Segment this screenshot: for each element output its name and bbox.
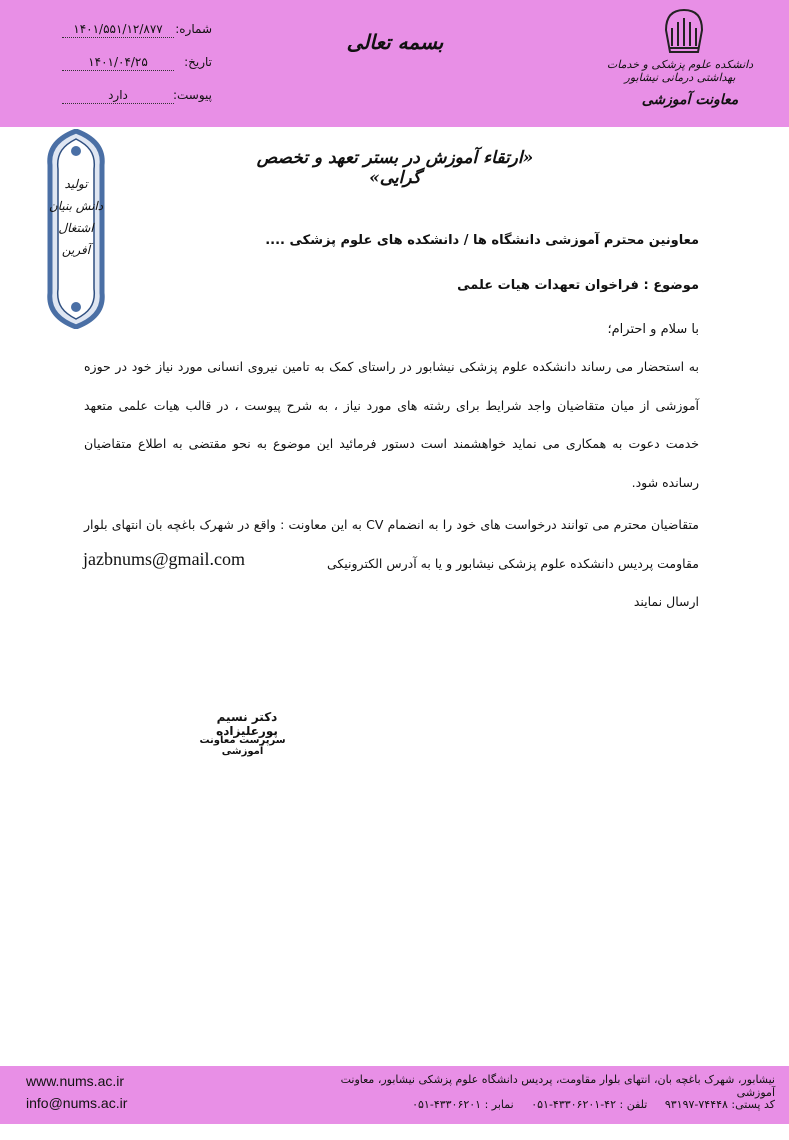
meta-number-label: شماره: — [175, 22, 212, 36]
footer-email-link[interactable]: info@nums.ac.ir — [26, 1095, 128, 1111]
greeting: با سلام و احترام؛ — [607, 322, 699, 337]
addressee: معاونین محترم آموزشی دانشگاه ها / دانشکده های علوم پزشکی .... — [265, 233, 699, 248]
meta-attachment-row — [62, 88, 212, 121]
body-paragraph-text: متقاضیان محترم می توانند درخواست های خود را به انضمام CV به این معاونت : واقع در شهرک باغچه بان انتهای بلوار مقاومت پردیس دانشکده علوم پزشکی نیشابور و یا به آدرس الکترونیکی — [84, 517, 699, 571]
signer-name: دکتر نسیم پورعلیزاده — [216, 710, 278, 738]
signer-title: سرپرست معاونت آموزشی — [199, 735, 286, 757]
subject-line: موضوع : فراخوان تعهدات هیات علمی — [457, 278, 699, 293]
meta-number-value: ۱۴۰۱/۵۵۱/۱۲/۸۷۷ — [62, 22, 174, 38]
slogan: «ارتقاء آموزش در بستر تعهد و تخصص گرایی» — [256, 148, 534, 188]
department-name: معاونت آموزشی — [641, 92, 739, 108]
frame-motto-line: دانش بنیان — [48, 199, 104, 213]
frame-motto-line: اشتغال آفرین — [58, 221, 94, 257]
meta-attachment-label: پیوست: — [172, 88, 212, 102]
meta-date-label: تاریخ: — [184, 55, 212, 69]
meta-date-row — [62, 55, 212, 88]
meta-attachment-value: دارد — [62, 88, 174, 104]
meta-date-value: ۱۴۰۱/۰۴/۲۵ — [62, 55, 174, 71]
basmala: بسمه تعالی — [346, 30, 444, 54]
footer-fax: نمابر : ۴۳۳۰۶۲۰۱-۰۵۱ — [412, 1098, 514, 1111]
footer-phone: تلفن : ۴۲-۴۳۳۰۶۲۰۱-۰۵۱ — [531, 1098, 648, 1111]
meta-number-row — [62, 22, 212, 55]
footer-address: نیشابور، شهرک باغچه بان، انتهای بلوار مقاومت، پردیس دانشگاه علوم پزشکی نیشابور، معاونت آموزشی — [340, 1073, 775, 1099]
university-logo-icon — [662, 6, 706, 56]
contact-email-link[interactable]: jazbnums@gmail.com — [83, 549, 246, 569]
frame-motto-line: تولید — [64, 177, 88, 191]
letter-meta — [62, 22, 212, 121]
footer-website-link[interactable]: www.nums.ac.ir — [26, 1073, 125, 1089]
footer-contacts — [305, 1098, 775, 1111]
body-paragraph: به استحضار می رساند دانشکده علوم پزشکی نیشابور در راستای کمک به تامین نیروی انسانی مورد نیاز خود در حوزه آموزشی از میان متقاضیان واجد شرایط برای رشته های مورد نیاز ، به شرح پیوست ، در قالب هیات علمی متعهد خدمت دعوت به همکاری می نماید خواهشمند است دستور فرمائید این موضوع به نحو مقتضی به اطلاع متقاضیان رسانده شود. — [84, 359, 699, 490]
footer-postal-code: کد پستی: ۷۴۴۴۸-۹۳۱۹۷ — [664, 1098, 775, 1111]
university-name: دانشکده علوم پزشکی و خدمات بهداشتی درمانی نیشابور — [606, 58, 754, 84]
body-paragraph-end: ارسال نمایند — [633, 594, 699, 609]
